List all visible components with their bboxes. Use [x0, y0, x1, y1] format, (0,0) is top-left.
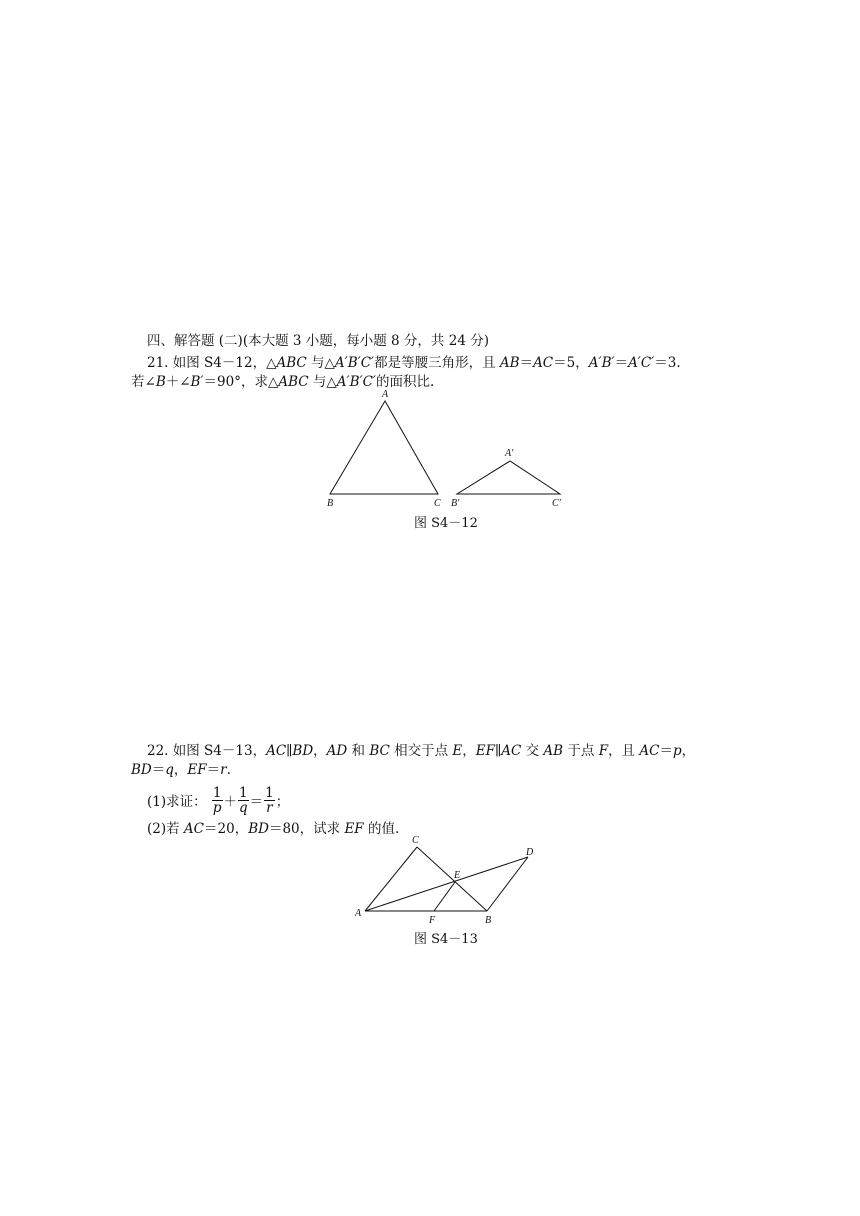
label-C: C [412, 835, 419, 846]
text: ，且 [608, 743, 640, 759]
label-B: B [327, 498, 334, 509]
text: ＝80，试求 [268, 821, 345, 837]
text: q [165, 762, 174, 778]
text: AC [639, 743, 660, 759]
text: ＝ [206, 762, 221, 778]
text: AB [543, 743, 564, 759]
text: E [452, 743, 463, 759]
text: ＋ [223, 794, 238, 810]
text: EF [187, 762, 207, 778]
label-B-prime: B′ [451, 498, 460, 509]
text: ； [275, 794, 290, 810]
text: ， [681, 743, 696, 759]
text: p [212, 800, 222, 816]
figure-s4-13 [350, 832, 550, 932]
text: q [238, 800, 248, 816]
text: 交 [521, 743, 544, 759]
text: (2)若 [147, 821, 184, 837]
triangle-a1b1c1 [457, 461, 560, 494]
label-E: E [454, 870, 461, 881]
text: ＋∠ [165, 374, 191, 390]
segment-ef [434, 882, 455, 911]
segment-ac [365, 847, 417, 911]
figure-caption-s4-13: 图 S4－13 [414, 932, 478, 947]
text: ＝ [519, 355, 534, 371]
text: ＝ [249, 794, 264, 810]
label-A-prime: A′ [505, 448, 514, 459]
text: 与△ [306, 355, 335, 371]
text: ＝ [659, 743, 673, 759]
text: 21. 如图 S4－12，△ [147, 355, 277, 371]
text: ＝5， [553, 355, 589, 371]
text: 与△ [308, 374, 337, 390]
text: ＝20， [204, 821, 249, 837]
text: AD [326, 743, 348, 759]
figure-caption-s4-12: 图 S4－12 [414, 516, 478, 531]
text: EF [344, 821, 364, 837]
text: ， [313, 743, 327, 759]
text: ＝3. [654, 355, 681, 371]
text: A′B′C′ [336, 374, 376, 390]
label-C: C [434, 498, 441, 509]
text: 和 [347, 743, 370, 759]
segment-cb [417, 847, 487, 911]
text: AC [183, 821, 205, 837]
fraction-1-over-r [264, 786, 275, 815]
fraction-1-over-q [238, 786, 249, 815]
text: 1 [212, 785, 222, 801]
text: 都是等腰三角形，且 [374, 355, 500, 371]
text: A′B′ [588, 355, 615, 371]
text: r [220, 762, 227, 778]
text: AC [533, 355, 554, 371]
text: ＝ [151, 762, 166, 778]
triangle-abc [330, 401, 438, 494]
text: B′ [190, 374, 204, 390]
text: . [226, 762, 231, 778]
text: 的值. [363, 821, 400, 837]
text: A′B′C′ [334, 355, 375, 371]
text: r [266, 800, 273, 816]
text: 1 [239, 785, 248, 801]
label-F: F [429, 915, 436, 926]
label-D: D [526, 847, 534, 858]
text: A′C′ [628, 355, 655, 371]
q22-line-1 [147, 742, 695, 760]
text: AB [499, 355, 520, 371]
text: ABC [278, 374, 309, 390]
text: 1 [265, 785, 274, 801]
text: 相交于点 [389, 743, 453, 759]
text: ， [462, 743, 476, 759]
text: ＝90°，求△ [203, 374, 279, 390]
text: ABC [276, 355, 307, 371]
text: 的面积比. [376, 374, 435, 390]
label-A: A [355, 908, 362, 919]
q22-part-1 [147, 786, 289, 818]
text: EF∥AC [475, 743, 522, 759]
text: ， [173, 762, 188, 778]
section-heading: 四、解答题 (二)(本大题 3 小题，每小题 8 分，共 24 分) [147, 333, 489, 349]
text: AC∥BD [266, 743, 314, 759]
text: BD [248, 821, 269, 837]
text: (1)求证： [147, 794, 207, 810]
text: ＝ [614, 355, 629, 371]
text: BC [369, 743, 390, 759]
label-A: A [382, 389, 389, 400]
text: B [155, 374, 166, 390]
segment-bd [487, 857, 528, 911]
q22-line-2 [131, 761, 231, 779]
q21-line-1 [147, 354, 681, 372]
fraction-1-over-p [212, 786, 223, 815]
text: BD [131, 762, 152, 778]
segment-ad [365, 857, 528, 911]
text: F [598, 743, 609, 759]
label-C-prime: C′ [552, 498, 561, 509]
text: p [672, 743, 682, 759]
text: 若∠ [131, 374, 156, 390]
figure-s4-12 [320, 386, 580, 514]
text: 22. 如图 S4－13， [147, 743, 267, 759]
text: 于点 [563, 743, 599, 759]
label-B: B [485, 915, 492, 926]
